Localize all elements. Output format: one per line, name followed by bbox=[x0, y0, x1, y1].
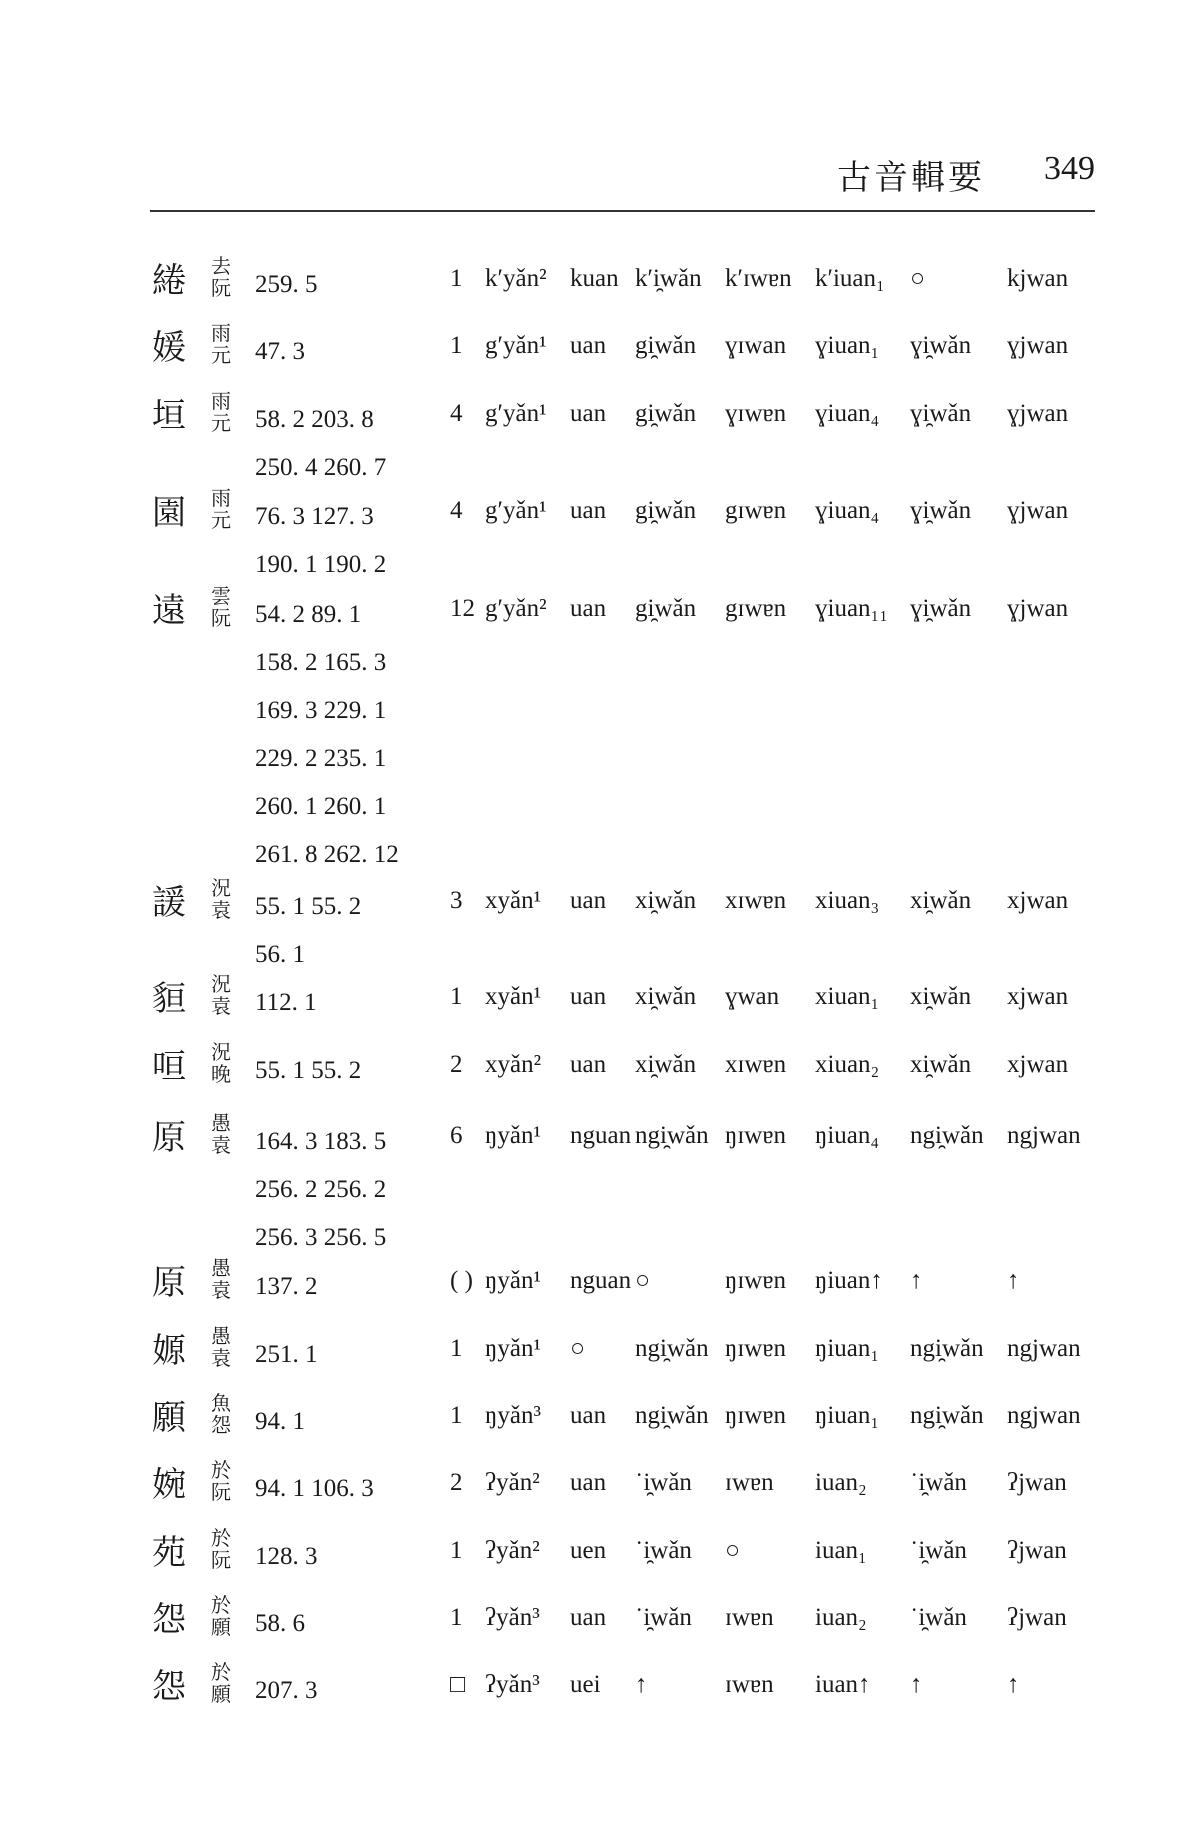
reading-g: kjwan bbox=[1007, 265, 1069, 292]
reading-a: g′yǎn¹ bbox=[485, 332, 547, 359]
occurrence-count: 1 bbox=[450, 1335, 463, 1362]
reading-g: ↑ bbox=[1007, 1267, 1020, 1294]
book-title: 古音輯要 bbox=[837, 158, 985, 198]
headword-char: 綣 bbox=[152, 261, 186, 301]
fanqie-spelling: 於 願 bbox=[211, 1660, 231, 1706]
reading-d: ŋɪwɐn bbox=[725, 1402, 786, 1429]
headword-char: 嫄 bbox=[152, 1331, 186, 1371]
reading-d: ɣwan bbox=[725, 983, 780, 1010]
reading-b: uan bbox=[570, 497, 607, 524]
reading-a: ŋyǎn¹ bbox=[485, 1335, 541, 1362]
occurrence-count: 4 bbox=[450, 497, 463, 524]
reading-f: ngi̯wǎn bbox=[910, 1402, 984, 1429]
reading-c: gi̯wǎn bbox=[635, 400, 697, 427]
reading-g: ngjwan bbox=[1007, 1122, 1081, 1149]
reference-line: 128. 3 bbox=[255, 1543, 318, 1570]
reference-list bbox=[255, 493, 386, 589]
reading-e: xiuan₃ bbox=[815, 887, 880, 914]
reference-list bbox=[255, 328, 305, 376]
fanqie-spelling: 於 阮 bbox=[211, 1458, 231, 1504]
reading-f: ɣi̯wǎn bbox=[910, 595, 972, 622]
headword-char: 原 bbox=[152, 1118, 186, 1158]
reading-c: ngi̯wǎn bbox=[635, 1122, 709, 1149]
reference-list bbox=[255, 1600, 305, 1648]
reference-line: 112. 1 bbox=[255, 989, 317, 1016]
reading-g: ʔjwan bbox=[1007, 1604, 1067, 1631]
reading-e: xiuan₂ bbox=[815, 1051, 880, 1078]
reading-a: ʔyǎn³ bbox=[485, 1604, 540, 1631]
reference-list bbox=[255, 1331, 318, 1379]
reading-a: ʔyǎn² bbox=[485, 1469, 540, 1496]
fanqie-spelling: 於 阮 bbox=[211, 1526, 231, 1572]
fanqie-spelling: 於 願 bbox=[211, 1593, 231, 1639]
reading-f: ↑ bbox=[910, 1671, 923, 1698]
headword-char: 苑 bbox=[152, 1533, 186, 1573]
reading-b: nguan bbox=[570, 1267, 632, 1294]
reading-b: nguan bbox=[570, 1122, 632, 1149]
reading-c: gi̯wǎn bbox=[635, 595, 697, 622]
reading-c: xi̯wǎn bbox=[635, 887, 697, 914]
headword-char: 怨 bbox=[152, 1600, 186, 1640]
reading-f: xi̯wǎn bbox=[910, 887, 972, 914]
reading-e: ŋiuan₄ bbox=[815, 1122, 880, 1149]
reading-b: kuan bbox=[570, 265, 619, 292]
reading-c: ngi̯wǎn bbox=[635, 1335, 709, 1362]
reading-d: gɪwɐn bbox=[725, 595, 787, 622]
reference-line: 251. 1 bbox=[255, 1341, 318, 1368]
fanqie-spelling: 愚 袁 bbox=[211, 1256, 231, 1302]
occurrence-count: 2 bbox=[450, 1469, 463, 1496]
fanqie-spelling: 雨 元 bbox=[211, 486, 231, 532]
reference-line: 261. 8 262. 12 bbox=[255, 841, 399, 868]
reading-c: ˙i̯wǎn bbox=[635, 1604, 692, 1631]
reading-a: ŋyǎn³ bbox=[485, 1402, 541, 1429]
reference-line: 94. 1 106. 3 bbox=[255, 1475, 374, 1502]
fanqie-spelling: 愚 袁 bbox=[211, 1111, 231, 1157]
occurrence-count: □ bbox=[450, 1671, 466, 1698]
reading-a: k′yǎn² bbox=[485, 265, 547, 292]
reading-f: xi̯wǎn bbox=[910, 983, 972, 1010]
headword-char: 園 bbox=[152, 493, 186, 533]
reading-b: uei bbox=[570, 1671, 601, 1698]
reading-d: gɪwɐn bbox=[725, 497, 787, 524]
reading-d: k′ɪwɐn bbox=[725, 265, 792, 292]
reading-g: ɣjwan bbox=[1007, 400, 1069, 427]
headword-char: 咺 bbox=[152, 1047, 186, 1087]
reading-g: xjwan bbox=[1007, 1051, 1069, 1078]
fanqie-spelling: 魚 怨 bbox=[211, 1391, 231, 1437]
reference-line: 250. 4 260. 7 bbox=[255, 454, 387, 481]
reference-list bbox=[255, 591, 399, 879]
reading-f: ɣi̯wǎn bbox=[910, 400, 972, 427]
reference-list bbox=[255, 979, 317, 1027]
fanqie-spelling: 況 晚 bbox=[211, 1040, 231, 1086]
reading-a: xyǎn¹ bbox=[485, 887, 542, 914]
reference-list bbox=[255, 1263, 318, 1311]
reference-line: 56. 1 bbox=[255, 941, 305, 968]
reference-list bbox=[255, 1398, 305, 1446]
reading-d: ○ bbox=[725, 1537, 741, 1564]
reading-b: uen bbox=[570, 1537, 607, 1564]
reading-e: ɣiuan₁₁ bbox=[815, 595, 888, 622]
reference-line: 256. 2 256. 2 bbox=[255, 1176, 387, 1203]
reading-g: ngjwan bbox=[1007, 1402, 1081, 1429]
reading-a: ʔyǎn³ bbox=[485, 1671, 540, 1698]
reading-e: iuan₂ bbox=[815, 1604, 867, 1631]
reading-c: ˙i̯wǎn bbox=[635, 1537, 692, 1564]
occurrence-count: ( ) bbox=[450, 1267, 473, 1294]
reading-f: ○ bbox=[910, 265, 926, 292]
reading-d: xɪwɐn bbox=[725, 887, 787, 914]
headword-char: 願 bbox=[152, 1398, 186, 1438]
reading-g: ɣjwan bbox=[1007, 332, 1069, 359]
fanqie-spelling: 況 袁 bbox=[211, 972, 231, 1018]
reading-b: ○ bbox=[570, 1335, 586, 1362]
reading-b: uan bbox=[570, 887, 607, 914]
reference-line: 169. 3 229. 1 bbox=[255, 697, 387, 724]
reference-line: 47. 3 bbox=[255, 338, 305, 365]
reference-line: 58. 2 203. 8 bbox=[255, 406, 374, 433]
reading-e: ɣiuan₄ bbox=[815, 497, 880, 524]
reading-e: ɣiuan₄ bbox=[815, 400, 880, 427]
reading-c: xi̯wǎn bbox=[635, 1051, 697, 1078]
reference-line: 137. 2 bbox=[255, 1273, 318, 1300]
reading-b: uan bbox=[570, 1402, 607, 1429]
reading-e: xiuan₁ bbox=[815, 983, 880, 1010]
reading-c: xi̯wǎn bbox=[635, 983, 697, 1010]
reference-line: 94. 1 bbox=[255, 1408, 305, 1435]
reading-c: ↑ bbox=[635, 1671, 648, 1698]
reading-d: ŋɪwɐn bbox=[725, 1267, 786, 1294]
occurrence-count: 3 bbox=[450, 887, 463, 914]
reading-c: gi̯wǎn bbox=[635, 497, 697, 524]
fanqie-spelling: 雨 元 bbox=[211, 321, 231, 367]
reading-f: ↑ bbox=[910, 1267, 923, 1294]
reading-g: ngjwan bbox=[1007, 1335, 1081, 1362]
reference-line: 260. 1 260. 1 bbox=[255, 793, 387, 820]
headword-char: 遠 bbox=[152, 591, 186, 631]
reading-d: xɪwɐn bbox=[725, 1051, 787, 1078]
reference-line: 55. 1 55. 2 bbox=[255, 1057, 362, 1084]
reading-c: k′i̯wǎn bbox=[635, 265, 702, 292]
reading-c: ○ bbox=[635, 1267, 651, 1294]
occurrence-count: 2 bbox=[450, 1051, 463, 1078]
reading-e: ŋiuan₁ bbox=[815, 1335, 880, 1362]
reading-f: ngi̯wǎn bbox=[910, 1122, 984, 1149]
reading-g: ↑ bbox=[1007, 1671, 1020, 1698]
reading-e: iuan₁ bbox=[815, 1537, 867, 1564]
reading-d: ɣɪwɐn bbox=[725, 400, 787, 427]
reference-line: 259. 5 bbox=[255, 271, 318, 298]
reading-d: ɪwɐn bbox=[725, 1604, 774, 1631]
occurrence-count: 4 bbox=[450, 400, 463, 427]
reference-list bbox=[255, 1533, 318, 1581]
reference-line: 164. 3 183. 5 bbox=[255, 1128, 387, 1155]
occurrence-count: 1 bbox=[450, 1402, 463, 1429]
reading-a: ŋyǎn¹ bbox=[485, 1267, 541, 1294]
occurrence-count: 1 bbox=[450, 265, 463, 292]
reading-a: g′yǎn¹ bbox=[485, 400, 547, 427]
reference-line: 229. 2 235. 1 bbox=[255, 745, 387, 772]
fanqie-spelling: 雲 阮 bbox=[211, 584, 231, 630]
reference-line: 54. 2 89. 1 bbox=[255, 601, 362, 628]
fanqie-spelling: 雨 元 bbox=[211, 389, 231, 435]
reading-a: ŋyǎn¹ bbox=[485, 1122, 541, 1149]
reference-list bbox=[255, 1667, 318, 1715]
reading-c: ˙i̯wǎn bbox=[635, 1469, 692, 1496]
reading-b: uan bbox=[570, 1051, 607, 1078]
reading-e: k′iuan₁ bbox=[815, 265, 885, 292]
reading-a: xyǎn¹ bbox=[485, 983, 542, 1010]
reading-g: xjwan bbox=[1007, 983, 1069, 1010]
headword-char: 垣 bbox=[152, 396, 186, 436]
reading-g: ɣjwan bbox=[1007, 595, 1069, 622]
reading-e: ŋiuan₁ bbox=[815, 1402, 880, 1429]
reference-line: 76. 3 127. 3 bbox=[255, 503, 374, 530]
reference-list bbox=[255, 396, 386, 492]
fanqie-spelling: 況 袁 bbox=[211, 876, 231, 922]
page-number: 349 bbox=[1044, 150, 1095, 187]
reading-b: uan bbox=[570, 1604, 607, 1631]
reading-d: ŋɪwɐn bbox=[725, 1122, 786, 1149]
reading-a: g′yǎn² bbox=[485, 595, 547, 622]
headword-char: 怨 bbox=[152, 1667, 186, 1707]
reference-list bbox=[255, 1465, 374, 1513]
occurrence-count: 1 bbox=[450, 983, 463, 1010]
occurrence-count: 1 bbox=[450, 332, 463, 359]
reference-line: 158. 2 165. 3 bbox=[255, 649, 387, 676]
reading-d: ɪwɐn bbox=[725, 1671, 774, 1698]
reference-line: 55. 1 55. 2 bbox=[255, 893, 362, 920]
reading-f: ˙i̯wǎn bbox=[910, 1469, 967, 1496]
headword-char: 原 bbox=[152, 1263, 186, 1303]
headword-char: 諼 bbox=[152, 883, 186, 923]
reading-d: ŋɪwɐn bbox=[725, 1335, 786, 1362]
reading-a: g′yǎn¹ bbox=[485, 497, 547, 524]
reading-f: ɣi̯wǎn bbox=[910, 497, 972, 524]
reference-list bbox=[255, 1047, 361, 1095]
headword-char: 婉 bbox=[152, 1465, 186, 1505]
reading-d: ɣɪwan bbox=[725, 332, 787, 359]
headword-char: 媛 bbox=[152, 328, 186, 368]
reading-f: ˙i̯wǎn bbox=[910, 1604, 967, 1631]
occurrence-count: 12 bbox=[450, 595, 475, 622]
reading-f: xi̯wǎn bbox=[910, 1051, 972, 1078]
reading-g: ʔjwan bbox=[1007, 1469, 1067, 1496]
reference-line: 256. 3 256. 5 bbox=[255, 1224, 387, 1251]
reference-list bbox=[255, 883, 361, 979]
reading-f: ngi̯wǎn bbox=[910, 1335, 984, 1362]
reading-g: xjwan bbox=[1007, 887, 1069, 914]
headword-char: 貆 bbox=[152, 979, 186, 1019]
reading-a: xyǎn² bbox=[485, 1051, 542, 1078]
reading-a: ʔyǎn² bbox=[485, 1537, 540, 1564]
reading-e: iuan↑ bbox=[815, 1671, 871, 1698]
reference-line: 190. 1 190. 2 bbox=[255, 551, 387, 578]
reading-c: ngi̯wǎn bbox=[635, 1402, 709, 1429]
reading-c: gi̯wǎn bbox=[635, 332, 697, 359]
reading-b: uan bbox=[570, 332, 607, 359]
reference-line: 58. 6 bbox=[255, 1610, 305, 1637]
reference-line: 207. 3 bbox=[255, 1677, 318, 1704]
reference-list bbox=[255, 1118, 386, 1262]
reference-list bbox=[255, 261, 318, 309]
reading-f: ɣi̯wǎn bbox=[910, 332, 972, 359]
reading-e: iuan₂ bbox=[815, 1469, 867, 1496]
occurrence-count: 6 bbox=[450, 1122, 463, 1149]
reading-f: ˙i̯wǎn bbox=[910, 1537, 967, 1564]
reading-b: uan bbox=[570, 595, 607, 622]
reading-e: ɣiuan₁ bbox=[815, 332, 880, 359]
reading-d: ɪwɐn bbox=[725, 1469, 774, 1496]
fanqie-spelling: 去 阮 bbox=[211, 254, 231, 300]
occurrence-count: 1 bbox=[450, 1604, 463, 1631]
reading-e: ŋiuan↑ bbox=[815, 1267, 883, 1294]
reading-b: uan bbox=[570, 400, 607, 427]
fanqie-spelling: 愚 袁 bbox=[211, 1324, 231, 1370]
reading-g: ɣjwan bbox=[1007, 497, 1069, 524]
occurrence-count: 1 bbox=[450, 1537, 463, 1564]
reading-b: uan bbox=[570, 1469, 607, 1496]
reading-b: uan bbox=[570, 983, 607, 1010]
reading-g: ʔjwan bbox=[1007, 1537, 1067, 1564]
